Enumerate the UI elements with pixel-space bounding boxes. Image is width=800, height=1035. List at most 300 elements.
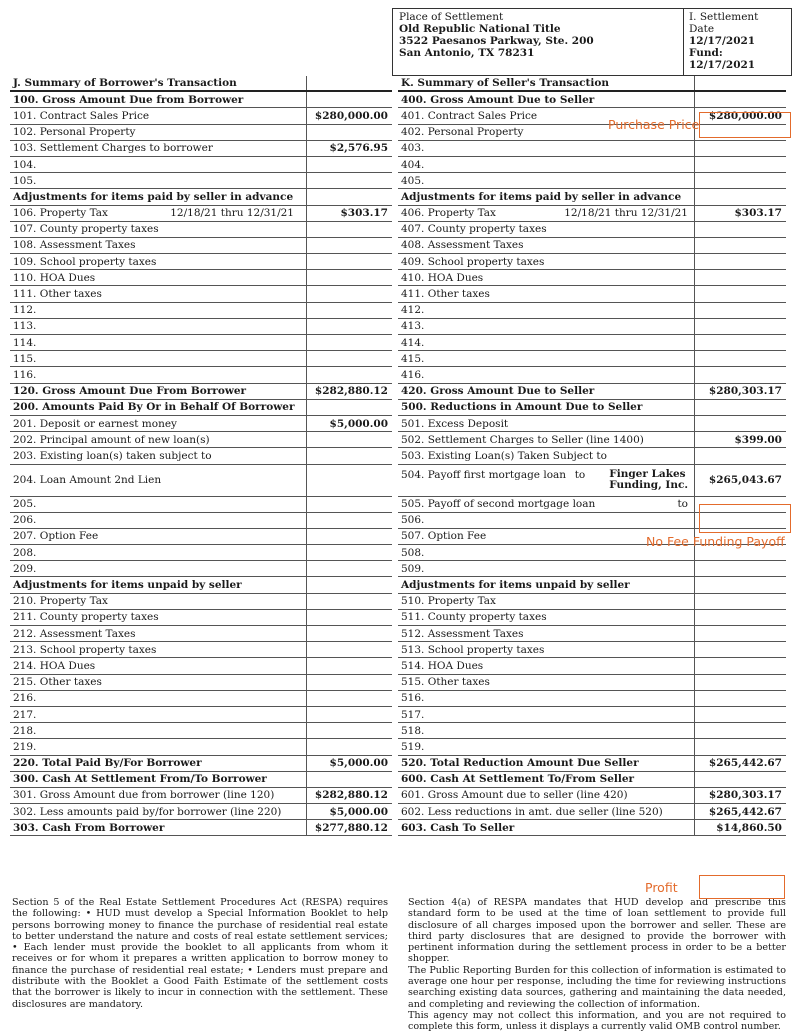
line-amount	[694, 367, 786, 382]
line-text: 509.	[401, 562, 425, 575]
line-text: 206.	[13, 514, 37, 527]
line-label	[398, 628, 694, 640]
line-text: 408. Assessment Taxes	[401, 239, 524, 252]
line-text: 300. Cash At Settlement From/To Borrower	[13, 773, 267, 786]
line-amount	[306, 577, 392, 592]
line-amount: $14,860.50	[694, 820, 786, 835]
line-amount	[694, 238, 786, 253]
line-label	[10, 337, 306, 349]
seller-row	[398, 432, 786, 448]
line-label	[398, 757, 694, 769]
line-text: 519.	[401, 740, 425, 753]
line-label	[10, 256, 306, 268]
line-label	[398, 514, 694, 526]
line-amount: $282,880.12	[306, 788, 392, 803]
borrower-row	[10, 723, 392, 739]
line-label	[10, 773, 306, 785]
seller-row	[398, 189, 786, 205]
line-label	[10, 611, 306, 623]
line-text: 513. School property taxes	[401, 643, 545, 656]
line-amount	[306, 222, 392, 237]
line-text: 205.	[13, 498, 37, 511]
seller-row	[398, 561, 786, 577]
seller-row	[398, 76, 786, 92]
borrower-note-text: Section 5 of the Real Estate Settlement Procedures Act (RESPA) requires the following: • HUD must develop a Special Information Booklet to help persons borrowing money to finance the purchase of residential real estate to better understand the nature and costs of real estate settlement services; • Each lender must provide the booklet to all applicants from whom it receives or for whom it prepares a written application to borrow money to finance the purchase of residential real estate; • Lenders must prepare and distribute with the Booklet a Good Faith Estimate of the settlement costs that the borrower is likely to incur in connection with the settlement. These disclosures are mandatory.	[12, 897, 388, 1010]
borrower-row	[10, 626, 392, 642]
seller-row	[398, 335, 786, 351]
line-label	[398, 191, 694, 203]
line-text: 220. Total Paid By/For Borrower	[13, 757, 202, 770]
line-text: 501. Excess Deposit	[401, 417, 509, 430]
line-amount	[694, 319, 786, 334]
seller-row	[398, 691, 786, 707]
line-text: 113.	[13, 320, 37, 333]
line-amount	[694, 642, 786, 657]
line-text: 120. Gross Amount Due From Borrower	[13, 385, 247, 398]
line-label	[10, 353, 306, 365]
line-amount	[694, 658, 786, 673]
line-text: 111. Other taxes	[13, 288, 102, 301]
borrower-row	[10, 756, 392, 772]
line-amount	[694, 76, 786, 90]
line-label	[10, 741, 306, 753]
profit-annotation: Profit	[645, 880, 678, 895]
borrower-row	[10, 739, 392, 755]
line-amount	[306, 448, 392, 463]
borrower-row	[10, 788, 392, 804]
line-label	[10, 660, 306, 672]
line-amount	[694, 286, 786, 301]
line-label	[398, 563, 694, 575]
date-label: I. Settlement Date	[689, 11, 759, 35]
line-label	[398, 337, 694, 349]
borrower-row	[10, 707, 392, 723]
line-label	[10, 644, 306, 656]
seller-row	[398, 254, 786, 270]
line-label	[10, 709, 306, 721]
line-label	[10, 789, 306, 801]
line-text: 211. County property taxes	[13, 611, 159, 624]
line-label	[10, 191, 306, 203]
borrower-row	[10, 319, 392, 335]
line-label	[10, 579, 306, 591]
line-label	[398, 256, 694, 268]
line-amount	[694, 707, 786, 722]
line-text: 420. Gross Amount Due to Seller	[401, 385, 595, 398]
borrower-row	[10, 465, 392, 497]
seller-note-paragraph: Section 4(a) of RESPA mandates that HUD develop and prescribe this standard form to be used at the time of loan settlement to provide full disclosure of all charges imposed upon the borrower and seller. These are third party disclosures that are designed to provide the borrower with pertinent information during the settlement process in order to be a better shopper.	[408, 897, 786, 965]
line-text: 105.	[13, 174, 37, 187]
line-amount: $2,576.95	[306, 141, 392, 156]
line-text: 216.	[13, 692, 37, 705]
address-line-2: San Antonio, TX 78231	[399, 47, 535, 59]
fund-date: Fund: 12/17/2021	[689, 47, 756, 71]
line-text: 110. HOA Dues	[13, 271, 96, 284]
seller-row	[398, 577, 786, 593]
line-label	[10, 401, 306, 413]
borrower-row	[10, 173, 392, 189]
line-label	[10, 692, 306, 704]
line-label	[398, 159, 694, 171]
line-amount	[306, 76, 392, 90]
line-text: 507. Option Fee	[401, 530, 487, 543]
line-label	[10, 434, 306, 446]
line-label	[10, 418, 306, 430]
seller-note-paragraph: The Public Reporting Burden for this collection of information is estimated to average one hour per response, including the time for reviewing instructions searching existing data sources, gathering and maintaining the data needed, and completing and reviewing the collection of information.	[408, 964, 786, 1010]
line-text: Adjustments for items paid by seller in advance	[401, 190, 682, 203]
line-label	[398, 207, 694, 219]
line-amount: $277,880.12	[306, 820, 392, 835]
line-text: 518.	[401, 724, 425, 737]
line-text: 413.	[401, 320, 425, 333]
borrower-row	[10, 545, 392, 561]
line-label	[398, 401, 694, 413]
seller-row	[398, 222, 786, 238]
seller-row	[398, 238, 786, 254]
line-amount	[694, 772, 786, 787]
seller-row	[398, 610, 786, 626]
borrower-row	[10, 658, 392, 674]
line-text: 402. Personal Property	[401, 126, 524, 139]
line-text: J. Summary of Borrower's Transaction	[13, 77, 237, 90]
line-label	[398, 822, 694, 834]
line-label	[398, 418, 694, 430]
line-text: 303. Cash From Borrower	[13, 821, 165, 834]
seller-row	[398, 92, 786, 108]
line-text: 516.	[401, 692, 425, 705]
line-label	[10, 126, 306, 138]
line-amount	[694, 561, 786, 576]
seller-row	[398, 416, 786, 432]
line-text: Adjustments for items paid by seller in advance	[13, 190, 294, 203]
payoff-highlight-box	[699, 504, 791, 533]
borrower-row	[10, 820, 392, 836]
line-label	[398, 498, 694, 510]
line-amount	[306, 513, 392, 528]
seller-row	[398, 594, 786, 610]
borrower-row	[10, 772, 392, 788]
line-text: 213. School property taxes	[13, 643, 157, 656]
line-text: 405.	[401, 174, 425, 187]
borrower-row	[10, 108, 392, 124]
line-amount: $280,303.17	[694, 384, 786, 399]
borrower-row	[10, 189, 392, 205]
line-text: 512. Assessment Taxes	[401, 627, 524, 640]
line-amount	[306, 691, 392, 706]
line-amount: $303.17	[694, 206, 786, 221]
line-text: 301. Gross Amount due from borrower (line 120)	[13, 789, 275, 802]
borrower-row	[10, 270, 392, 286]
borrower-row	[10, 577, 392, 593]
seller-row	[398, 367, 786, 383]
line-text: 201. Deposit or earnest money	[13, 417, 177, 430]
seller-row	[398, 788, 786, 804]
line-text: 514. HOA Dues	[401, 659, 484, 672]
seller-note-paragraph: This agency may not collect this information, and you are not required to complete this form, unless it displays a currently valid OMB control number.	[408, 1009, 786, 1033]
line-text: 100. Gross Amount Due from Borrower	[13, 93, 244, 106]
borrower-row	[10, 642, 392, 658]
line-text: 207. Option Fee	[13, 530, 99, 543]
borrower-row	[10, 594, 392, 610]
line-amount	[694, 303, 786, 318]
borrower-row	[10, 76, 392, 92]
payee-to-label: to	[677, 498, 688, 511]
line-label	[398, 272, 694, 284]
borrower-row	[10, 335, 392, 351]
line-text: 411. Other taxes	[401, 288, 490, 301]
line-label	[398, 223, 694, 235]
line-label	[10, 822, 306, 834]
line-amount: $282,880.12	[306, 384, 392, 399]
borrower-row	[10, 691, 392, 707]
line-amount	[694, 448, 786, 463]
line-label	[10, 514, 306, 526]
borrower-row	[10, 303, 392, 319]
seller-row	[398, 707, 786, 723]
line-label	[10, 530, 306, 542]
line-label	[10, 757, 306, 769]
borrower-row	[10, 804, 392, 820]
settlement-date-box	[684, 9, 791, 75]
line-text: 217.	[13, 708, 37, 721]
line-label	[398, 741, 694, 753]
line-text: 503. Existing Loan(s) Taken Subject to	[401, 449, 607, 462]
line-label	[10, 450, 306, 462]
line-amount	[306, 707, 392, 722]
line-label	[10, 142, 306, 154]
line-text: 506.	[401, 514, 425, 527]
line-text: 517.	[401, 708, 425, 721]
tax-period: 12/18/21 thru 12/31/21	[564, 207, 688, 220]
line-text: 112.	[13, 304, 37, 317]
line-amount	[306, 432, 392, 447]
borrower-row	[10, 561, 392, 577]
line-amount	[694, 270, 786, 285]
line-label	[10, 385, 306, 397]
seller-row	[398, 400, 786, 416]
line-amount	[694, 416, 786, 431]
line-amount: $5,000.00	[306, 416, 392, 431]
line-label	[10, 628, 306, 640]
line-label	[10, 563, 306, 575]
borrower-row	[10, 367, 392, 383]
line-amount	[306, 594, 392, 609]
line-label	[398, 676, 694, 688]
line-label	[398, 320, 694, 332]
line-text: 103. Settlement Charges to borrower	[13, 142, 213, 155]
line-label	[398, 175, 694, 187]
line-label	[398, 469, 694, 491]
line-text: 500. Reductions in Amount Due to Seller	[401, 401, 643, 414]
seller-row	[398, 772, 786, 788]
line-text: 116.	[13, 368, 37, 381]
line-text: 104.	[13, 158, 37, 171]
line-amount	[694, 577, 786, 592]
line-label	[10, 806, 306, 818]
line-amount: $265,442.67	[694, 756, 786, 771]
line-text: 404.	[401, 158, 425, 171]
borrower-row	[10, 448, 392, 464]
line-text: 215. Other taxes	[13, 676, 102, 689]
line-amount: $280,000.00	[694, 108, 786, 123]
line-label	[10, 474, 306, 486]
seller-summary-table	[398, 76, 786, 836]
line-text: 416.	[401, 368, 425, 381]
line-amount	[306, 173, 392, 188]
line-label	[398, 450, 694, 462]
line-label	[398, 385, 694, 397]
borrower-row	[10, 384, 392, 400]
seller-row	[398, 820, 786, 836]
line-text: 406. Property Tax	[401, 207, 496, 220]
seller-row	[398, 157, 786, 173]
payoff-annotation: No Fee Funding Payoff	[646, 534, 785, 549]
line-text: 218.	[13, 724, 37, 737]
line-label	[398, 142, 694, 154]
line-label	[398, 77, 694, 89]
borrower-row	[10, 125, 392, 141]
line-label	[398, 773, 694, 785]
line-text: 414.	[401, 336, 425, 349]
line-amount: $303.17	[306, 206, 392, 221]
line-text: 115.	[13, 352, 37, 365]
line-label	[398, 611, 694, 623]
place-label: Place of Settlement	[399, 11, 504, 23]
line-label	[10, 159, 306, 171]
line-label	[10, 288, 306, 300]
borrower-row	[10, 254, 392, 270]
line-text: 600. Cash At Settlement To/From Seller	[401, 773, 635, 786]
line-text: Adjustments for items unpaid by seller	[401, 579, 630, 592]
line-text: 219.	[13, 740, 37, 753]
seller-row	[398, 465, 786, 497]
line-amount: $265,043.67	[694, 465, 786, 496]
line-amount	[306, 319, 392, 334]
line-amount	[306, 739, 392, 754]
line-text: 102. Personal Property	[13, 126, 136, 139]
line-text: 407. County property taxes	[401, 223, 547, 236]
borrower-row	[10, 513, 392, 529]
line-text: 108. Assessment Taxes	[13, 239, 136, 252]
line-amount	[694, 739, 786, 754]
line-amount: $280,000.00	[306, 108, 392, 123]
line-amount	[306, 723, 392, 738]
line-amount	[306, 772, 392, 787]
line-label	[398, 595, 694, 607]
line-text: Adjustments for items unpaid by seller	[13, 579, 242, 592]
line-label	[10, 369, 306, 381]
line-text: 107. County property taxes	[13, 223, 159, 236]
address-line-1: 3522 Paesanos Parkway, Ste. 200	[399, 35, 594, 47]
line-amount	[306, 626, 392, 641]
line-text: 109. School property taxes	[13, 255, 157, 268]
line-text: 212. Assessment Taxes	[13, 627, 136, 640]
line-amount	[306, 254, 392, 269]
line-text: 602. Less reductions in amt. due seller (line 520)	[401, 805, 663, 818]
line-text: 106. Property Tax	[13, 207, 108, 220]
line-label	[398, 239, 694, 251]
line-text: 410. HOA Dues	[401, 271, 484, 284]
line-amount	[306, 286, 392, 301]
profit-highlight-box	[699, 875, 785, 899]
line-text: 208.	[13, 546, 37, 559]
line-text: 510. Property Tax	[401, 595, 496, 608]
line-amount	[694, 691, 786, 706]
line-text: 412.	[401, 304, 425, 317]
purchase-price-annotation: Purchase Price	[608, 117, 700, 132]
line-amount	[694, 141, 786, 156]
seller-row	[398, 303, 786, 319]
line-amount	[306, 270, 392, 285]
line-label	[398, 806, 694, 818]
borrower-row	[10, 206, 392, 222]
seller-row	[398, 448, 786, 464]
line-label	[398, 94, 694, 106]
seller-row	[398, 351, 786, 367]
line-text: 508.	[401, 546, 425, 559]
line-amount	[306, 497, 392, 512]
line-text: 210. Property Tax	[13, 595, 108, 608]
line-label	[398, 304, 694, 316]
borrower-row	[10, 351, 392, 367]
line-amount	[306, 561, 392, 576]
place-of-settlement	[393, 9, 684, 75]
lender-name	[609, 469, 688, 491]
line-text: 502. Settlement Charges to Seller (line 1400)	[401, 433, 644, 446]
line-text: 203. Existing loan(s) taken subject to	[13, 449, 212, 462]
line-amount	[694, 594, 786, 609]
borrower-row	[10, 497, 392, 513]
line-amount	[694, 610, 786, 625]
respa-section-5-note	[12, 897, 388, 1010]
seller-row	[398, 626, 786, 642]
line-label	[398, 692, 694, 704]
seller-row	[398, 658, 786, 674]
line-amount	[694, 157, 786, 172]
company-name: Old Republic National Title	[399, 23, 561, 35]
line-label	[10, 595, 306, 607]
seller-row	[398, 642, 786, 658]
line-label	[10, 676, 306, 688]
line-label	[10, 498, 306, 510]
settlement-date: 12/17/2021	[689, 35, 756, 47]
line-label	[10, 304, 306, 316]
line-amount	[694, 222, 786, 237]
borrower-row	[10, 222, 392, 238]
line-text: 403.	[401, 142, 425, 155]
line-amount	[306, 675, 392, 690]
line-amount: $5,000.00	[306, 756, 392, 771]
borrower-row	[10, 529, 392, 545]
line-label	[10, 725, 306, 737]
seller-row	[398, 739, 786, 755]
borrower-row	[10, 92, 392, 108]
seller-row	[398, 173, 786, 189]
line-amount	[306, 658, 392, 673]
seller-row	[398, 286, 786, 302]
line-label	[398, 579, 694, 591]
line-label	[398, 725, 694, 737]
line-amount	[306, 335, 392, 350]
line-amount	[306, 642, 392, 657]
line-label	[398, 434, 694, 446]
seller-row	[398, 270, 786, 286]
borrower-row	[10, 238, 392, 254]
line-text: 200. Amounts Paid By Or in Behalf Of Borrower	[13, 401, 295, 414]
line-text: 415.	[401, 352, 425, 365]
purchase-price-highlight-box	[699, 112, 791, 138]
line-amount	[694, 675, 786, 690]
